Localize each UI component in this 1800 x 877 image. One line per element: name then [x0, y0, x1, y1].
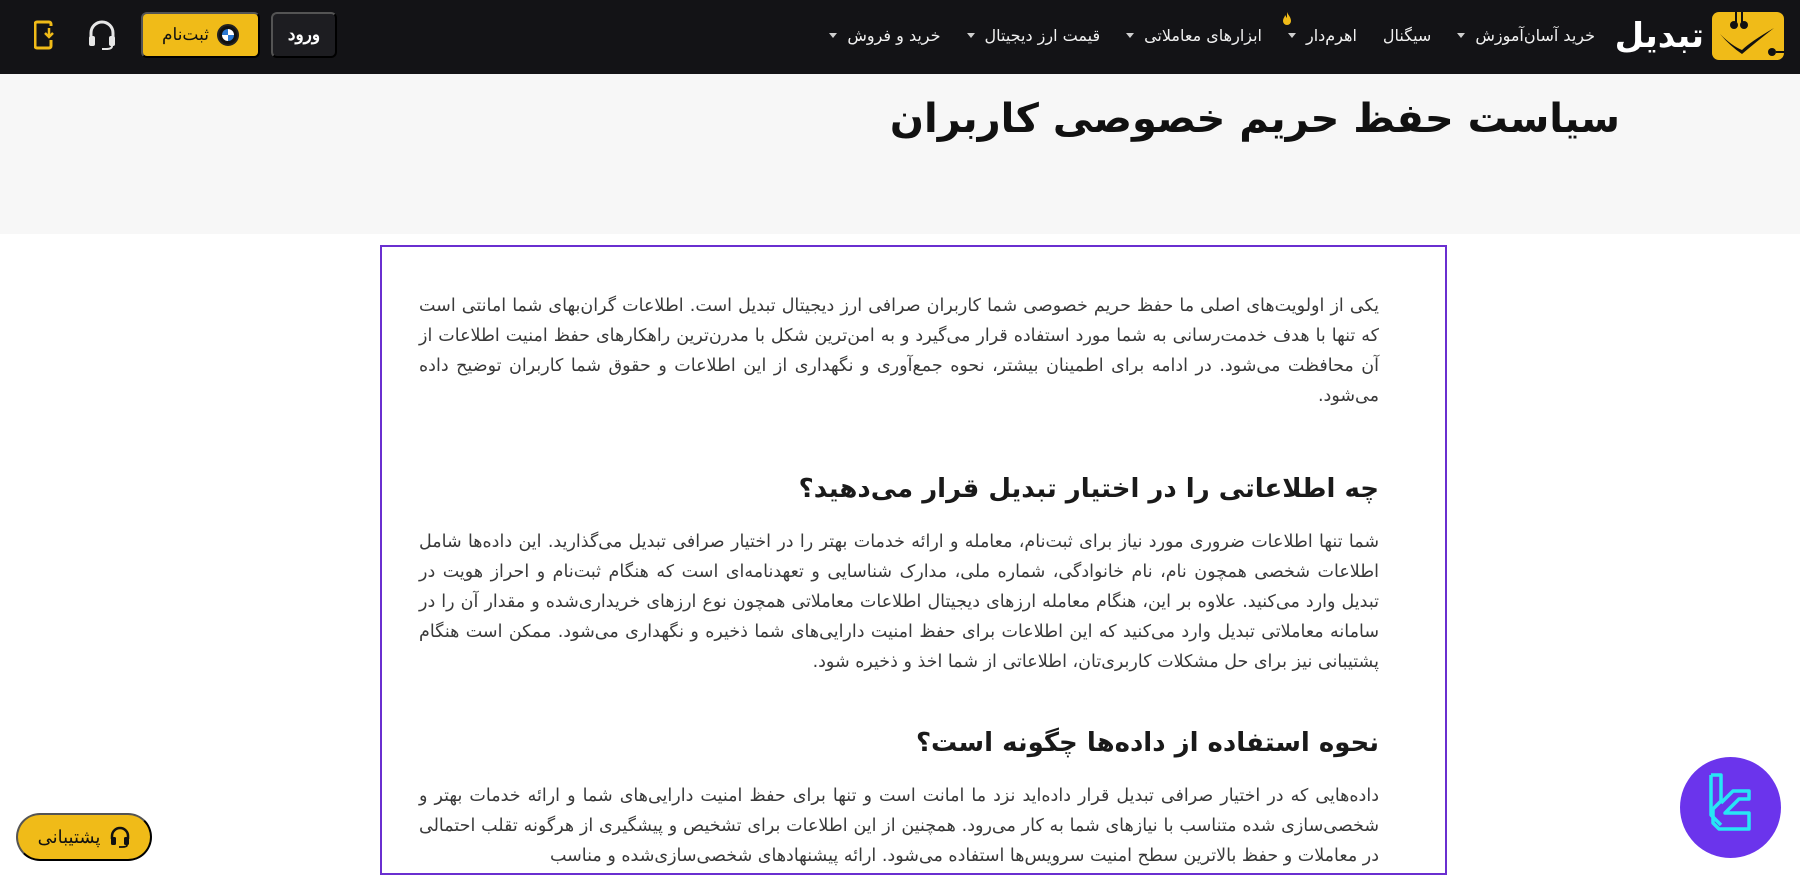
- brand-logo[interactable]: [1615, 12, 1784, 60]
- headset-icon[interactable]: [88, 20, 116, 50]
- nav-label: سیگنال: [1382, 25, 1432, 45]
- brand-name: تبدیل: [1614, 16, 1704, 56]
- chevron-down-icon: [1457, 33, 1465, 38]
- nav-label: خرید و فروش: [847, 25, 941, 45]
- chevron-down-icon: [967, 33, 975, 38]
- nav-easy-buy[interactable]: [1524, 26, 1595, 45]
- section-body-data-usage: داده‌هایی که در اختیار صرافی تبدیل قرار داده‌اید نزد ما امانت است و تنها برای حفظ امنیت دارایی‌های شما و ارائه خدمات بهتر و شخصی‌سازی شده متناسب با نیازهای شما به کار می‌رود. همچنین از این اطلاعات برای تشخیص و پیشگیری از هرگونه تقلب احتمالی در معاملات و حفظ بالاترین سطح امنیت سرویس‌ها استفاده می‌شود. ارائه پیشنهادهای شخصی‌سازی‌شده و مناسب: [419, 786, 1379, 866]
- content-body: [419, 291, 1379, 871]
- chevron-down-icon: [1288, 33, 1296, 38]
- login-label: ورود: [287, 25, 321, 44]
- auth-area: [0, 0, 360, 70]
- app-download-icon[interactable]: [34, 20, 56, 50]
- chat-widget-button[interactable]: [1680, 757, 1781, 858]
- section-title-data-provided: چه اطلاعاتی را در اختیار تبدیل قرار می‌دهید؟: [798, 474, 1379, 504]
- nav-label: خرید آسان: [1523, 25, 1595, 45]
- login-button[interactable]: [271, 12, 337, 58]
- top-navbar: [0, 0, 1800, 74]
- nav-signal[interactable]: [1383, 26, 1431, 45]
- privacy-content: [380, 245, 1447, 875]
- chevron-down-icon: [1126, 33, 1134, 38]
- nav-label: اهرم‌دار: [1305, 25, 1357, 45]
- nav-buy-sell[interactable]: [829, 26, 940, 45]
- nav-label: ابزارهای معاملاتی: [1144, 25, 1262, 45]
- tradingfinder-logo-icon: [1703, 773, 1759, 843]
- nav-leverage[interactable]: [1288, 26, 1357, 45]
- nav-crypto-prices[interactable]: [967, 26, 1101, 45]
- signup-button[interactable]: [141, 12, 260, 58]
- tabdeal-logo-icon: [1712, 12, 1784, 60]
- main-nav: [803, 0, 1595, 70]
- headset-icon: [110, 826, 130, 848]
- nav-label: قیمت ارز دیجیتال: [984, 25, 1101, 45]
- nav-label: آموزش: [1475, 25, 1524, 45]
- support-label: پشتیبانی: [37, 826, 101, 847]
- support-button[interactable]: [16, 813, 152, 861]
- chevron-down-icon: [829, 33, 837, 38]
- page-header-band: [0, 74, 1800, 234]
- nav-education[interactable]: [1457, 26, 1524, 45]
- bmw-logo-icon: [217, 24, 239, 46]
- section-body-data-provided: شما تنها اطلاعات ضروری مورد نیاز برای ثبت‌نام، معامله و ارائه خدمات بهتر را در اختیار صرافی تبدیل می‌گذارید. این داده‌ها شامل اطلاعات شخصی همچون نام، نام خانوادگی، شماره ملی، مدارک شناسایی و تعهدنامه‌ای است که هنگام ثبت‌نام و احراز هویت در تبدیل وارد می‌کنید. علاوه بر این، هنگام معامله ارزهای دیجیتال اطلاعات معاملاتی همچون نوع ارزهای خریداری‌شده و مقدار آن را در سامانه معاملاتی تبدیل وارد می‌کنید که این اطلاعات برای حفظ امنیت دارایی‌های شما ذخیره و نگهداری می‌شود. ممکن است هنگام پشتیبانی نیز برای حل مشکلات کاربری‌تان، اطلاعاتی از شما اخذ و ذخیره شود.: [419, 532, 1379, 672]
- fire-icon: [1282, 12, 1292, 26]
- nav-trading-tools[interactable]: [1126, 26, 1262, 45]
- signup-label: ثبت‌نام: [162, 25, 209, 44]
- page-title: سیاست حفظ حریم خصوصی کاربران: [889, 96, 1620, 142]
- intro-paragraph: یکی از اولویت‌های اصلی ما حفظ حریم خصوصی شما کاربران صرافی ارز دیجیتال تبدیل است. اطلاعات گران‌بهای شما امانتی است که تنها با هدف خدمت‌رسانی به شما مورد استفاده قرار می‌گیرد و به امن‌ترین شکل با مدرن‌ترین راهکارهای حفظ امنیت اطلاعات از آن محافظت می‌شود. در ادامه برای اطمینان بیشتر، نحوه جمع‌آوری و نگهداری از این اطلاعات و حقوق شما کاربران توضیح داده می‌شود.: [419, 296, 1379, 406]
- section-title-data-usage: نحوه استفاده از داده‌ها چگونه است؟: [915, 728, 1379, 758]
